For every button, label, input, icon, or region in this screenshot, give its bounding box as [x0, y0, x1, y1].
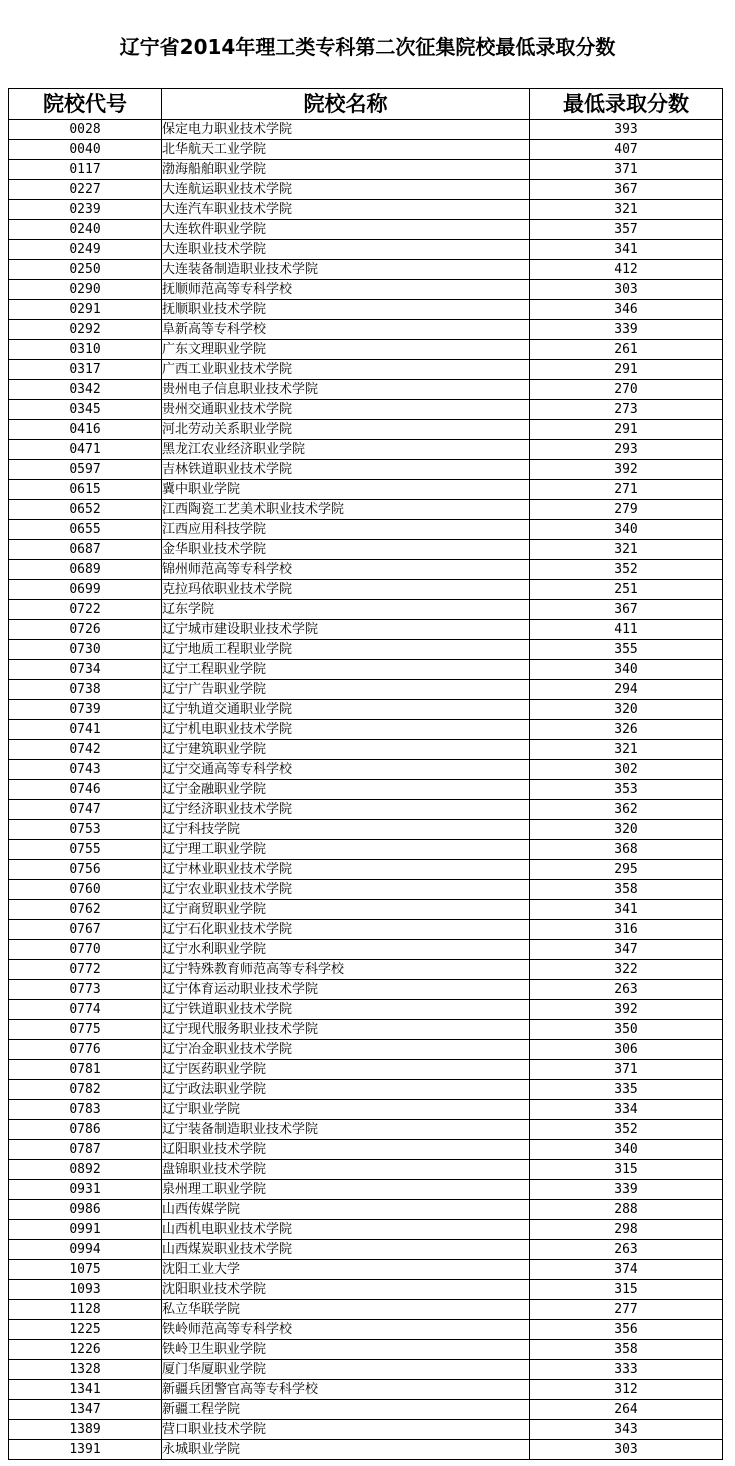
school-name: 辽宁特殊教育师范高等专科学校 [162, 960, 530, 980]
school-name: 辽宁建筑职业学院 [162, 740, 530, 760]
table-row [9, 1160, 723, 1180]
min-score: 326 [530, 720, 723, 740]
min-score: 279 [530, 500, 723, 520]
table-row [9, 1400, 723, 1420]
min-score: 340 [530, 660, 723, 680]
school-code: 0762 [9, 900, 162, 920]
school-code: 0726 [9, 620, 162, 640]
school-code: 1226 [9, 1340, 162, 1360]
school-name: 大连软件职业学院 [162, 220, 530, 240]
school-name: 广西工业职业技术学院 [162, 360, 530, 380]
table-row [9, 360, 723, 380]
min-score: 358 [530, 1340, 723, 1360]
table-row [9, 1320, 723, 1340]
min-score: 334 [530, 1100, 723, 1120]
min-score: 371 [530, 160, 723, 180]
min-score: 316 [530, 920, 723, 940]
table-row [9, 1240, 723, 1260]
min-score: 346 [530, 300, 723, 320]
school-name: 河北劳动关系职业学院 [162, 420, 530, 440]
min-score: 306 [530, 1040, 723, 1060]
school-name: 永城职业学院 [162, 1440, 530, 1460]
school-code: 0776 [9, 1040, 162, 1060]
min-score: 321 [530, 740, 723, 760]
table-row [9, 860, 723, 880]
school-name: 辽宁交通高等专科学校 [162, 760, 530, 780]
table-row [9, 700, 723, 720]
school-name: 贵州交通职业技术学院 [162, 400, 530, 420]
school-code: 0783 [9, 1100, 162, 1120]
school-name: 辽宁水利职业学院 [162, 940, 530, 960]
school-code: 0416 [9, 420, 162, 440]
school-code: 1225 [9, 1320, 162, 1340]
school-name: 辽阳职业技术学院 [162, 1140, 530, 1160]
school-name: 铁岭卫生职业学院 [162, 1340, 530, 1360]
school-code: 0775 [9, 1020, 162, 1040]
school-code: 0742 [9, 740, 162, 760]
school-code: 0739 [9, 700, 162, 720]
school-code: 0781 [9, 1060, 162, 1080]
min-score: 411 [530, 620, 723, 640]
school-code: 1389 [9, 1420, 162, 1440]
school-code: 0892 [9, 1160, 162, 1180]
school-name: 江西应用科技学院 [162, 520, 530, 540]
school-code: 1347 [9, 1400, 162, 1420]
school-code: 0471 [9, 440, 162, 460]
school-code: 1075 [9, 1260, 162, 1280]
min-score: 320 [530, 700, 723, 720]
school-code: 0994 [9, 1240, 162, 1260]
table-row [9, 240, 723, 260]
table-row [9, 780, 723, 800]
school-code: 1128 [9, 1300, 162, 1320]
table-row [9, 620, 723, 640]
table-row [9, 800, 723, 820]
table-row [9, 420, 723, 440]
school-code: 0760 [9, 880, 162, 900]
min-score: 263 [530, 1240, 723, 1260]
min-score: 315 [530, 1160, 723, 1180]
table-row [9, 960, 723, 980]
min-score: 407 [530, 140, 723, 160]
school-name: 金华职业技术学院 [162, 540, 530, 560]
min-score: 322 [530, 960, 723, 980]
table-row [9, 940, 723, 960]
table-row [9, 740, 723, 760]
school-name: 锦州师范高等专科学校 [162, 560, 530, 580]
school-name: 泉州理工职业学院 [162, 1180, 530, 1200]
school-name: 保定电力职业技术学院 [162, 120, 530, 140]
table-row [9, 600, 723, 620]
school-code: 0655 [9, 520, 162, 540]
table-row [9, 220, 723, 240]
min-score: 294 [530, 680, 723, 700]
school-name: 辽宁体育运动职业技术学院 [162, 980, 530, 1000]
min-score: 350 [530, 1020, 723, 1040]
table-row [9, 540, 723, 560]
school-code: 0734 [9, 660, 162, 680]
table-row [9, 820, 723, 840]
min-score: 343 [530, 1420, 723, 1440]
school-code: 0652 [9, 500, 162, 520]
min-score: 347 [530, 940, 723, 960]
table-row [9, 840, 723, 860]
table-row [9, 1360, 723, 1380]
table-row [9, 160, 723, 180]
school-code: 0747 [9, 800, 162, 820]
school-code: 0227 [9, 180, 162, 200]
school-code: 0240 [9, 220, 162, 240]
school-name: 大连职业技术学院 [162, 240, 530, 260]
school-name: 抚顺职业技术学院 [162, 300, 530, 320]
min-score: 353 [530, 780, 723, 800]
school-code: 0931 [9, 1180, 162, 1200]
table-row [9, 380, 723, 400]
school-name: 辽宁医药职业学院 [162, 1060, 530, 1080]
school-code: 0722 [9, 600, 162, 620]
min-score: 303 [530, 280, 723, 300]
table-row [9, 500, 723, 520]
school-code: 0755 [9, 840, 162, 860]
table-header-row [9, 89, 723, 120]
school-code: 0615 [9, 480, 162, 500]
table-row [9, 1260, 723, 1280]
table-row [9, 580, 723, 600]
school-name: 辽宁广告职业学院 [162, 680, 530, 700]
table-row [9, 280, 723, 300]
school-name: 新疆工程学院 [162, 1400, 530, 1420]
school-code: 0730 [9, 640, 162, 660]
min-score: 412 [530, 260, 723, 280]
school-name: 冀中职业学院 [162, 480, 530, 500]
min-score: 393 [530, 120, 723, 140]
school-name: 贵州电子信息职业技术学院 [162, 380, 530, 400]
min-score: 302 [530, 760, 723, 780]
school-code: 0250 [9, 260, 162, 280]
table-row [9, 460, 723, 480]
school-code: 0746 [9, 780, 162, 800]
table-row [9, 880, 723, 900]
school-code: 1328 [9, 1360, 162, 1380]
min-score: 277 [530, 1300, 723, 1320]
table-row [9, 1380, 723, 1400]
school-code: 0767 [9, 920, 162, 940]
school-code: 0738 [9, 680, 162, 700]
school-name: 渤海船舶职业学院 [162, 160, 530, 180]
school-name: 北华航天工业学院 [162, 140, 530, 160]
table-row [9, 1180, 723, 1200]
school-code: 0770 [9, 940, 162, 960]
table-row [9, 1080, 723, 1100]
table-row [9, 720, 723, 740]
table-row [9, 520, 723, 540]
school-name: 辽宁轨道交通职业学院 [162, 700, 530, 720]
school-code: 0028 [9, 120, 162, 140]
table-row [9, 120, 723, 140]
table-row [9, 1440, 723, 1460]
min-score: 298 [530, 1220, 723, 1240]
school-name: 黑龙江农业经济职业学院 [162, 440, 530, 460]
school-name: 阜新高等专科学校 [162, 320, 530, 340]
min-score: 392 [530, 460, 723, 480]
school-name: 山西机电职业技术学院 [162, 1220, 530, 1240]
column-header-score: 最低录取分数 [530, 89, 723, 120]
school-code: 0342 [9, 380, 162, 400]
min-score: 371 [530, 1060, 723, 1080]
school-code: 0787 [9, 1140, 162, 1160]
table-row [9, 1040, 723, 1060]
column-header-code: 院校代号 [9, 89, 162, 120]
table-row [9, 340, 723, 360]
school-name: 大连航运职业技术学院 [162, 180, 530, 200]
table-row [9, 400, 723, 420]
min-score: 291 [530, 420, 723, 440]
column-header-name: 院校名称 [162, 89, 530, 120]
min-score: 270 [530, 380, 723, 400]
school-code: 0310 [9, 340, 162, 360]
min-score: 333 [530, 1360, 723, 1380]
school-code: 1391 [9, 1440, 162, 1460]
school-name: 江西陶瓷工艺美术职业技术学院 [162, 500, 530, 520]
school-name: 辽宁工程职业学院 [162, 660, 530, 680]
min-score: 335 [530, 1080, 723, 1100]
school-code: 0597 [9, 460, 162, 480]
table-row [9, 180, 723, 200]
min-score: 288 [530, 1200, 723, 1220]
min-score: 291 [530, 360, 723, 380]
min-score: 273 [530, 400, 723, 420]
school-name: 辽宁机电职业技术学院 [162, 720, 530, 740]
school-name: 辽宁林业职业技术学院 [162, 860, 530, 880]
school-code: 0773 [9, 980, 162, 1000]
school-name: 辽宁冶金职业技术学院 [162, 1040, 530, 1060]
table-row [9, 900, 723, 920]
table-row [9, 200, 723, 220]
school-name: 沈阳工业大学 [162, 1260, 530, 1280]
table-row [9, 480, 723, 500]
table-row [9, 1420, 723, 1440]
school-name: 山西煤炭职业技术学院 [162, 1240, 530, 1260]
school-code: 0687 [9, 540, 162, 560]
school-code: 0117 [9, 160, 162, 180]
min-score: 352 [530, 1120, 723, 1140]
min-score: 367 [530, 600, 723, 620]
school-name: 盘锦职业技术学院 [162, 1160, 530, 1180]
school-code: 0774 [9, 1000, 162, 1020]
min-score: 321 [530, 200, 723, 220]
table-row [9, 140, 723, 160]
school-name: 大连汽车职业技术学院 [162, 200, 530, 220]
school-name: 广东文理职业学院 [162, 340, 530, 360]
table-row [9, 920, 723, 940]
table-row [9, 440, 723, 460]
min-score: 251 [530, 580, 723, 600]
school-name: 辽宁装备制造职业技术学院 [162, 1120, 530, 1140]
school-code: 0986 [9, 1200, 162, 1220]
min-score: 355 [530, 640, 723, 660]
school-name: 辽宁理工职业学院 [162, 840, 530, 860]
school-name: 沈阳职业技术学院 [162, 1280, 530, 1300]
table-row [9, 1060, 723, 1080]
school-name: 营口职业技术学院 [162, 1420, 530, 1440]
school-name: 辽宁商贸职业学院 [162, 900, 530, 920]
school-code: 0741 [9, 720, 162, 740]
school-code: 0040 [9, 140, 162, 160]
table-row [9, 260, 723, 280]
table-row [9, 1300, 723, 1320]
school-name: 辽宁城市建设职业技术学院 [162, 620, 530, 640]
school-name: 辽宁经济职业技术学院 [162, 800, 530, 820]
school-name: 厦门华厦职业学院 [162, 1360, 530, 1380]
min-score: 392 [530, 1000, 723, 1020]
table-row [9, 1020, 723, 1040]
school-code: 0786 [9, 1120, 162, 1140]
school-code: 0753 [9, 820, 162, 840]
min-score: 356 [530, 1320, 723, 1340]
school-name: 辽宁农业职业技术学院 [162, 880, 530, 900]
school-name: 私立华联学院 [162, 1300, 530, 1320]
school-name: 辽宁地质工程职业学院 [162, 640, 530, 660]
school-code: 0991 [9, 1220, 162, 1240]
school-name: 辽宁科技学院 [162, 820, 530, 840]
table-row [9, 980, 723, 1000]
school-code: 0249 [9, 240, 162, 260]
school-code: 0689 [9, 560, 162, 580]
table-body [9, 120, 723, 1460]
table-row [9, 300, 723, 320]
school-name: 辽宁政法职业学院 [162, 1080, 530, 1100]
school-code: 1093 [9, 1280, 162, 1300]
table-row [9, 560, 723, 580]
school-code: 0756 [9, 860, 162, 880]
school-code: 0317 [9, 360, 162, 380]
min-score: 352 [530, 560, 723, 580]
min-score: 362 [530, 800, 723, 820]
min-score: 340 [530, 1140, 723, 1160]
school-code: 0239 [9, 200, 162, 220]
school-name: 辽宁金融职业学院 [162, 780, 530, 800]
school-name: 大连装备制造职业技术学院 [162, 260, 530, 280]
min-score: 295 [530, 860, 723, 880]
min-score: 339 [530, 1180, 723, 1200]
school-name: 山西传媒学院 [162, 1200, 530, 1220]
table-row [9, 1200, 723, 1220]
table-row [9, 680, 723, 700]
school-code: 0743 [9, 760, 162, 780]
table-row [9, 1140, 723, 1160]
school-name: 辽宁职业学院 [162, 1100, 530, 1120]
min-score: 264 [530, 1400, 723, 1420]
min-score: 367 [530, 180, 723, 200]
school-code: 0292 [9, 320, 162, 340]
min-score: 315 [530, 1280, 723, 1300]
school-code: 0782 [9, 1080, 162, 1100]
school-code: 0291 [9, 300, 162, 320]
table-row [9, 1120, 723, 1140]
min-score: 358 [530, 880, 723, 900]
min-score: 341 [530, 900, 723, 920]
min-score: 320 [530, 820, 723, 840]
table-row [9, 1340, 723, 1360]
school-name: 新疆兵团警官高等专科学校 [162, 1380, 530, 1400]
min-score: 357 [530, 220, 723, 240]
table-row [9, 1220, 723, 1240]
school-name: 辽宁现代服务职业技术学院 [162, 1020, 530, 1040]
school-name: 铁岭师范高等专科学校 [162, 1320, 530, 1340]
table-row [9, 320, 723, 340]
table-row [9, 1000, 723, 1020]
min-score: 271 [530, 480, 723, 500]
school-name: 抚顺师范高等专科学校 [162, 280, 530, 300]
min-score: 312 [530, 1380, 723, 1400]
school-code: 0290 [9, 280, 162, 300]
school-name: 辽宁铁道职业技术学院 [162, 1000, 530, 1020]
school-code: 0772 [9, 960, 162, 980]
min-score: 293 [530, 440, 723, 460]
school-code: 1341 [9, 1380, 162, 1400]
table-row [9, 1100, 723, 1120]
school-code: 0345 [9, 400, 162, 420]
min-score: 340 [530, 520, 723, 540]
min-score: 261 [530, 340, 723, 360]
page-title: 辽宁省2014年理工类专科第二次征集院校最低录取分数 [119, 35, 616, 59]
school-name: 辽宁石化职业技术学院 [162, 920, 530, 940]
table-row [9, 660, 723, 680]
school-code: 0699 [9, 580, 162, 600]
school-name: 吉林铁道职业技术学院 [162, 460, 530, 480]
table-row [9, 640, 723, 660]
min-score: 374 [530, 1260, 723, 1280]
min-score: 341 [530, 240, 723, 260]
min-score: 303 [530, 1440, 723, 1460]
table-row [9, 760, 723, 780]
min-score: 368 [530, 840, 723, 860]
admission-scores-table [8, 88, 723, 1460]
min-score: 339 [530, 320, 723, 340]
school-name: 辽东学院 [162, 600, 530, 620]
min-score: 263 [530, 980, 723, 1000]
min-score: 321 [530, 540, 723, 560]
school-name: 克拉玛依职业技术学院 [162, 580, 530, 600]
table-row [9, 1280, 723, 1300]
